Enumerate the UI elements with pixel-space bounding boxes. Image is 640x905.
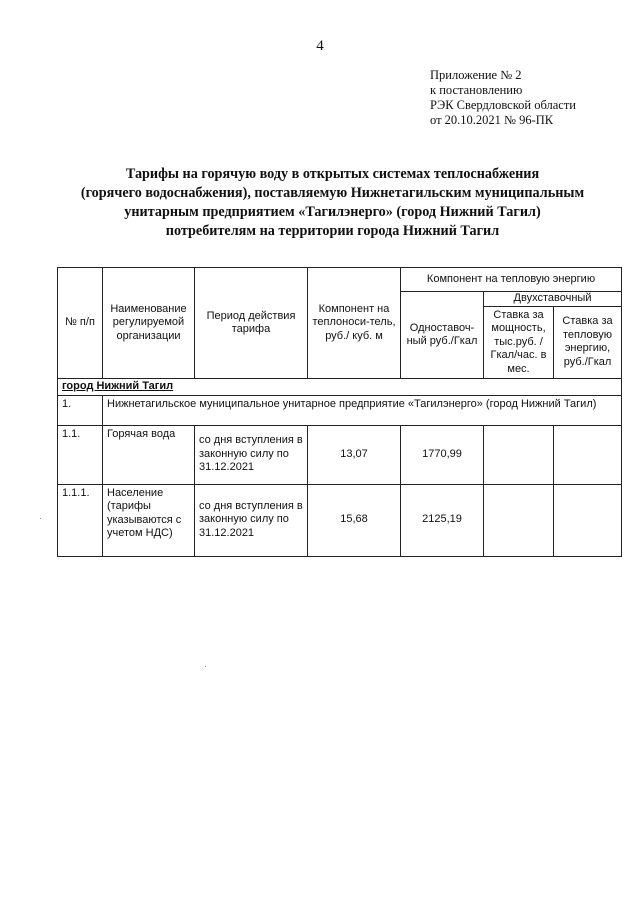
appendix-line: РЭК Свердловской области: [430, 98, 576, 112]
appendix-line: от 20.10.2021 № 96-ПК: [430, 113, 554, 127]
row-name: Население (тарифы указываются с учетом НДС): [103, 484, 195, 556]
appendix-block: [430, 68, 576, 128]
scan-speck: [40, 518, 41, 519]
org-row-num: 1.: [58, 395, 103, 425]
header-single-rate: Одноставоч-ный руб./Гкал: [401, 292, 484, 379]
title-line: унитарным предприятием «Тагилэнерго» (город Нижний Тагил): [124, 204, 541, 220]
page-number: 4: [316, 38, 324, 54]
row-capacity-value: [484, 425, 554, 484]
header-two-rate: Двухставочный: [484, 292, 622, 307]
row-heat-value: [554, 484, 622, 556]
title-line: Тарифы на горячую воду в открытых системах теплоснабжения: [125, 166, 540, 182]
header-org: Наименование регулируемой организации: [103, 268, 195, 379]
title-line: (горячего водоснабжения), поставляемую Нижнетагильским муниципальным: [80, 185, 585, 201]
row-num: 1.1.: [58, 425, 103, 484]
row-capacity-value: [484, 484, 554, 556]
header-num: № п/п: [58, 268, 103, 379]
document-title: [40, 165, 625, 241]
header-period: Период действия тарифа: [195, 268, 308, 379]
tariff-table: [57, 267, 622, 557]
header-energy-component: Компонент на тепловую энергию: [401, 268, 622, 292]
appendix-line: Приложение № 2: [430, 68, 522, 82]
org-row-name: Нижнетагильское муниципальное унитарное предприятие «Тагилэнерго» (город Нижний Тагил): [103, 395, 622, 425]
header-heat-rate: Ставка за тепловую энергию, руб./Гкал: [554, 306, 622, 379]
row-name: Горячая вода: [103, 425, 195, 484]
row-single-value: 1770,99: [401, 425, 484, 484]
row-heat-value: [554, 425, 622, 484]
appendix-line: к постановлению: [430, 83, 523, 97]
row-num: 1.1.1.: [58, 484, 103, 556]
header-carrier-component: Компонент на теплоноси-тель, руб./ куб. м: [308, 268, 401, 379]
city-row: город Нижний Тагил: [58, 379, 622, 396]
row-period: со дня вступления в законную силу по 31.12.2021: [195, 484, 308, 556]
row-carrier-value: 15,68: [308, 484, 401, 556]
row-carrier-value: 13,07: [308, 425, 401, 484]
row-single-value: 2125,19: [401, 484, 484, 556]
title-line: потребителям на территории города Нижний Тагил: [165, 223, 500, 239]
scan-speck: [205, 666, 206, 667]
header-capacity-rate: Ставка за мощность, тыс.руб. /Гкал/час. в мес.: [484, 306, 554, 379]
row-period: со дня вступления в законную силу по 31.12.2021: [195, 425, 308, 484]
